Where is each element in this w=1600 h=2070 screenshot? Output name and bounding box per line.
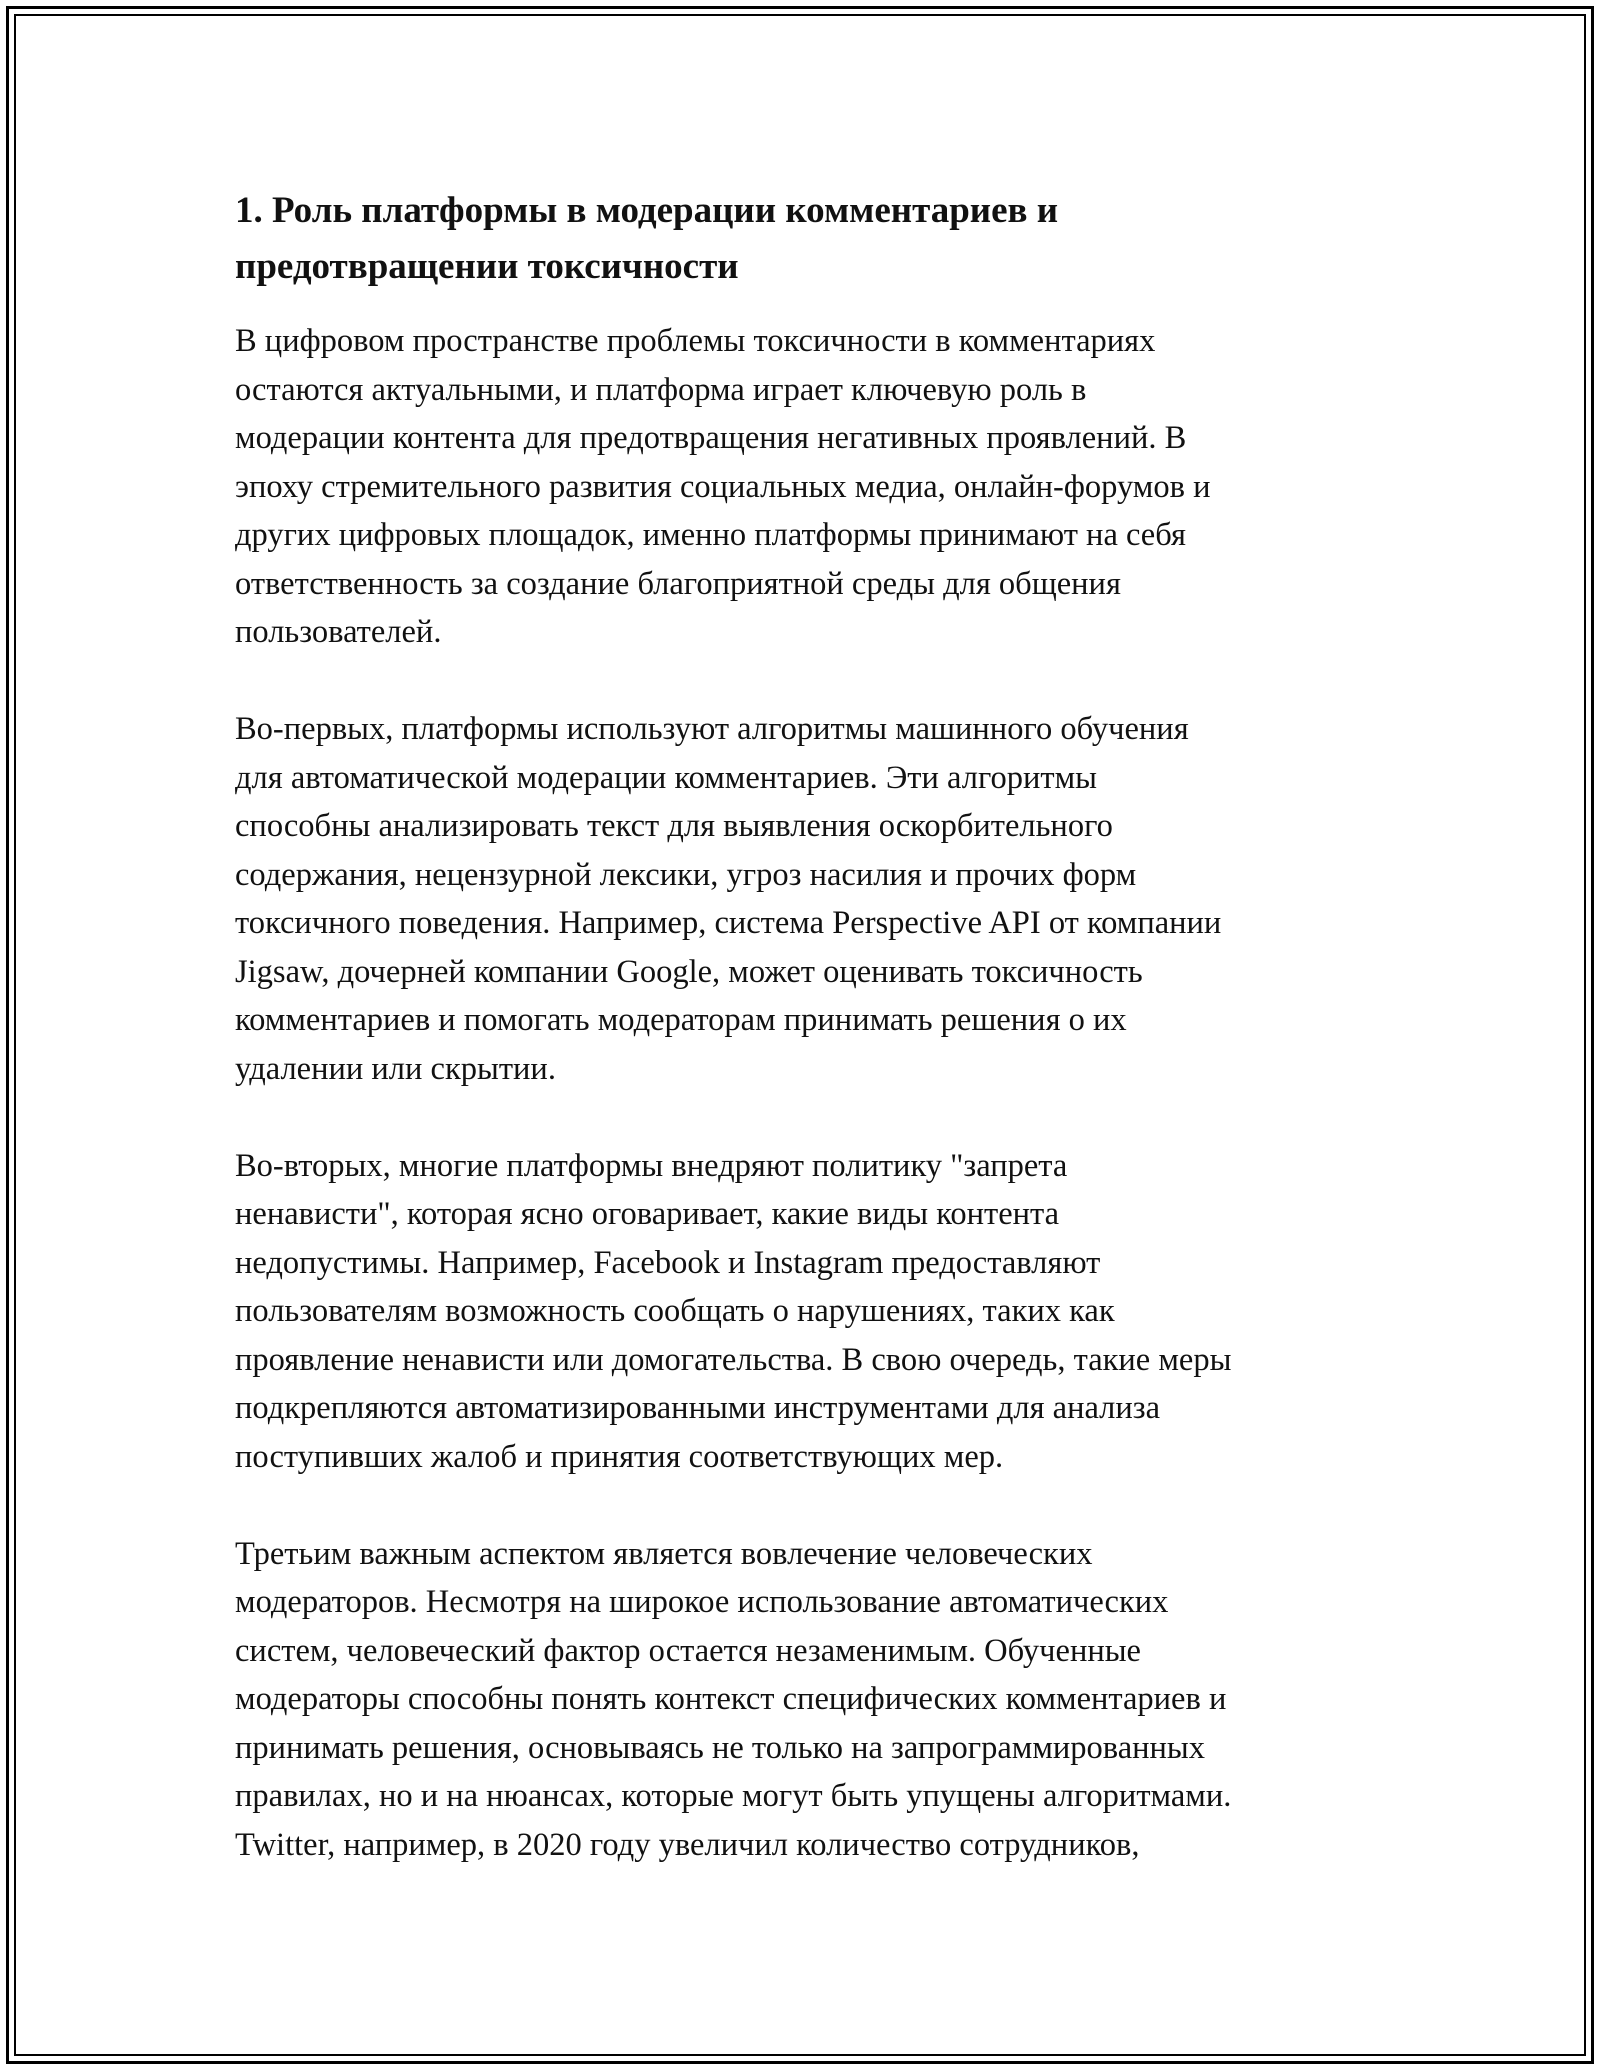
paragraph-line: способны анализировать текст для выявления оскорбительного [235, 808, 1113, 844]
paragraph-line: токсичного поведения. Например, система Perspective API от компании [235, 905, 1222, 941]
paragraph-first-point [235, 705, 1375, 1093]
paragraph-line: ненависти", которая ясно оговаривает, какие виды контента [235, 1196, 1060, 1232]
heading-line: предотвращении токсичности [235, 246, 739, 287]
paragraph-line: содержания, нецензурной лексики, угроз насилия и прочих форм [235, 856, 1137, 893]
paragraph-line: поступивших жалоб и принятия соответствующих мер. [235, 1438, 1004, 1475]
paragraph-line: пользователей. [235, 614, 442, 650]
paragraph-line: удалении или скрытии. [235, 1050, 556, 1087]
paragraph-line: В цифровом пространстве проблемы токсичности в комментариях [235, 323, 1156, 359]
paragraph-line: модераторы способны понять контекст специфических комментариев и [235, 1681, 1227, 1717]
paragraph-line: Во-вторых, многие платформы внедряют политику "запрета [235, 1147, 1068, 1184]
paragraph-line: проявление ненависти или домогательства. В свою очередь, такие меры [235, 1341, 1232, 1378]
paragraph-third-point [235, 1530, 1375, 1870]
paragraph-line: недопустимы. Например, Facebook и Instagram предоставляют [235, 1244, 1101, 1281]
paragraph-line: других цифровых площадок, именно платформы принимают на себя [235, 517, 1186, 553]
document-content [235, 183, 1375, 1918]
paragraph-line: Во-первых, платформы используют алгоритмы машинного обучения [235, 711, 1189, 747]
paragraph-line: подкрепляются автоматизированными инструментами для анализа [235, 1390, 1161, 1426]
paragraph-line: Третьим важным аспектом является вовлечение человеческих [235, 1535, 1093, 1572]
paragraph-intro [235, 317, 1375, 657]
paragraph-line: ответственность за создание благоприятной среды для общения [235, 565, 1121, 602]
paragraph-line: систем, человеческий фактор остается незаменимым. Обученные [235, 1632, 1141, 1669]
paragraph-second-point [235, 1142, 1375, 1482]
paragraph-line: модераторов. Несмотря на широкое использование автоматических [235, 1584, 1169, 1620]
paragraph-line: модерации контента для предотвращения негативных проявлений. В [235, 420, 1187, 456]
paragraph-line: для автоматической модерации комментариев. Эти алгоритмы [235, 759, 1097, 796]
paragraph-line: эпоху стремительного развития социальных медиа, онлайн-форумов и [235, 468, 1211, 505]
paragraph-line: Twitter, например, в 2020 году увеличил количество сотрудников, [235, 1826, 1140, 1863]
heading-line: 1. Роль платформы в модерации комментариев и [235, 190, 1059, 231]
paragraph-line: правилах, но и на нюансах, которые могут быть упущены алгоритмами. [235, 1778, 1232, 1814]
paragraph-line: пользователям возможность сообщать о нарушениях, таких как [235, 1293, 1115, 1329]
paragraph-line: комментариев и помогать модераторам принимать решения о их [235, 1002, 1127, 1038]
section-heading [235, 183, 1375, 295]
paragraph-line: остаются актуальными, и платформа играет ключевую роль в [235, 371, 1087, 408]
paragraph-line: принимать решения, основываясь не только на запрограммированных [235, 1729, 1205, 1766]
paragraph-line: Jigsaw, дочерней компании Google, может оценивать токсичность [235, 953, 1143, 990]
